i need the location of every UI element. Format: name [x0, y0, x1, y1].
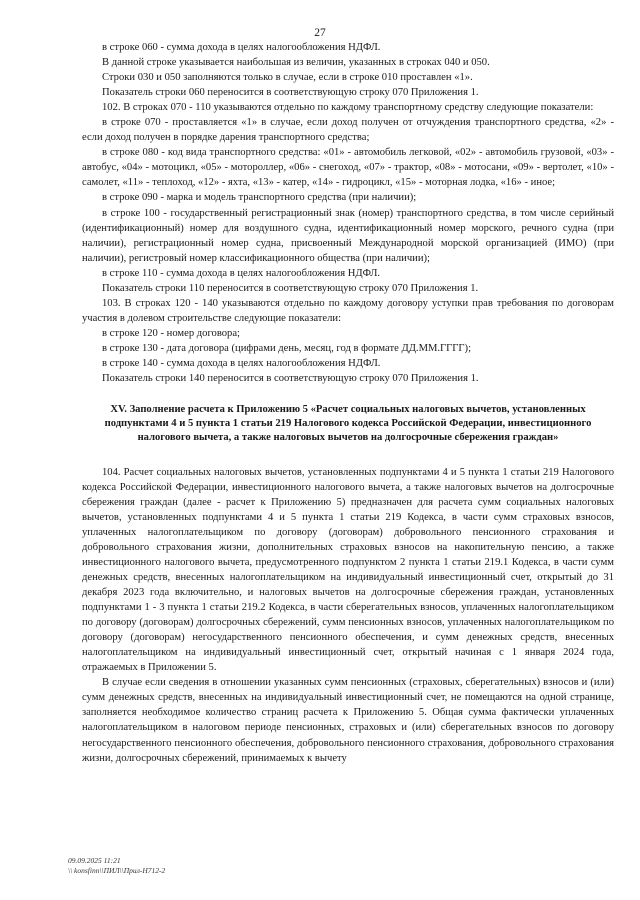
paragraph: в строке 070 - проставляется «1» в случае, если доход получен от отчуждения транспортного средства, «2» - если доход получен в порядке дарения транспортного средства; [82, 117, 614, 144]
document-body [82, 40, 614, 766]
paragraph: 104. Расчет социальных налоговых вычетов, установленных подпунктами 4 и 5 пункта 1 статьи 219 Налогового кодекса Российской Федерации, инвестиционного налогового вычета, а также налоговых вычетов на долгосрочные сбережения граждан (далее - расчет к Приложению 5) предназначен для расчета сумм социальных налоговых вычетов, установленных подпунктами 4 и 5 пункта 1 статьи 219 Кодекса, в части сумм страховых взносов, уплаченных налогоплательщиком по договору (договорам) добровольного пенсионного страхования и добровольного страхования жизни, дополнительных страховых взносов на накопительную пенсию, а также инвестиционного налогового вычета, предусмотренного подпунктом 2 пункта 1 статьи 219.1 Кодекса, в части сумм денежных средств, внесенных налогоплательщиком на индивидуальный инвестиционный счет, открытый до 31 декабря 2023 года включительно, и налоговых вычетов на долгосрочные сбережения граждан, установленных подпунктами 1 - 3 пункта 1 статьи 219.2 Кодекса, в части сберегательных взносов, уплаченных налогоплательщиком по договору (договорам) долгосрочных сбережений, сумм пенсионных взносов, уплаченных налогоплательщиком по договору (договорам) негосударственного пенсионного обеспечения, и сумм денежных средств, внесенных налогоплательщиком на индивидуальный инвестиционный счет, открытый начиная с 1 января 2024 года, отражаемых в Приложении 5. [82, 466, 614, 674]
paragraph: в строке 110 - сумма дохода в целях налогообложения НДФЛ. [102, 267, 381, 279]
footer-path: \\ konsfinn\\ПИЛ\\Прил-Н712-2 [68, 866, 166, 875]
paragraph: Строки 030 и 050 заполняются только в случае, если в строке 010 проставлен «1». [102, 72, 473, 84]
paragraph: в строке 120 - номер договора; [102, 327, 241, 339]
page-number: 27 [314, 27, 326, 39]
paragraph: 103. В строках 120 - 140 указываются отдельно по каждому договору уступки прав требования по договорам участия в долевом строительстве следующие показатели: [82, 297, 614, 324]
paragraph: в строке 130 - дата договора (цифрами день, месяц, год в формате ДД.ММ.ГГГГ); [102, 342, 472, 354]
footer [68, 856, 165, 876]
paragraph: В случае если сведения в отношении указанных сумм пенсионных (страховых, сберегательных) взносов и (или) сумм денежных средств, внесенных на индивидуальный инвестиционный счет, не помещаются на одной странице, заполняется необходимое количество страниц расчета к Приложению 5. Общая сумма фактически уплаченных налогоплательщиком в налоговом периоде пенсионных, страховых и (или) сберегательных взносов по договору негосударственного пенсионного обеспечения, добровольного пенсионного страхования, добровольного страхования жизни, долгосрочных сбережений, принимаемых к вычету [82, 677, 614, 764]
paragraph: в строке 140 - сумма дохода в целях налогообложения НДФЛ. [102, 357, 381, 369]
paragraph: Показатель строки 060 переносится в соответствующую строку 070 Приложения 1. [102, 87, 479, 99]
paragraph: В данной строке указывается наибольшая из величин, указанных в строках 040 и 050. [102, 57, 490, 69]
footer-date: 09.09.2025 11:21 [68, 856, 121, 865]
paragraph: в строке 080 - код вида транспортного средства: «01» - автомобиль легковой, «02» - автомобиль грузовой, «03» - автобус, «04» - мотоцикл, «05» - мотороллер, «06» - снегоход, «07» - трактор, «08» - мотосани, «09» - вертолет, «10» - самолет, «11» - теплоход, «12» - яхта, «13» - катер, «14» - гидроцикл, «15» - моторная лодка, «16» - иное; [82, 147, 614, 189]
paragraph: в строке 060 - сумма дохода в целях налогообложения НДФЛ. [102, 42, 381, 53]
paragraph: в строке 090 - марка и модель транспортного средства (при наличии); [102, 192, 417, 204]
paragraph: 102. В строках 070 - 110 указываются отдельно по каждому транспортному средству следующие показатели: [102, 102, 594, 114]
paragraph: в строке 100 - государственный регистрационный знак (номер) транспортного средства, в том числе серийный (идентификационный) номер для воздушного судна, идентификационный номер морского, речного судна (при наличии), регистрационный номер судна, присвоенный Международной морской организацией (ИМО) (при наличии), регистровый номер классификационного общества (при наличии); [82, 207, 614, 264]
paragraph: Показатель строки 110 переносится в соответствующую строку 070 Приложения 1. [102, 282, 479, 294]
paragraph: Показатель строки 140 переносится в соответствующую строку 070 Приложения 1. [102, 373, 479, 385]
section-heading: XV. Заполнение расчета к Приложению 5 «Расчет социальных налоговых вычетов, установленных подпунктами 4 и 5 пункта 1 статьи 219 Налогового кодекса Российской Федерации, инвестиционного налогового вычета, а также налоговых вычетов на долгосрочные сбережения граждан» [104, 404, 592, 444]
